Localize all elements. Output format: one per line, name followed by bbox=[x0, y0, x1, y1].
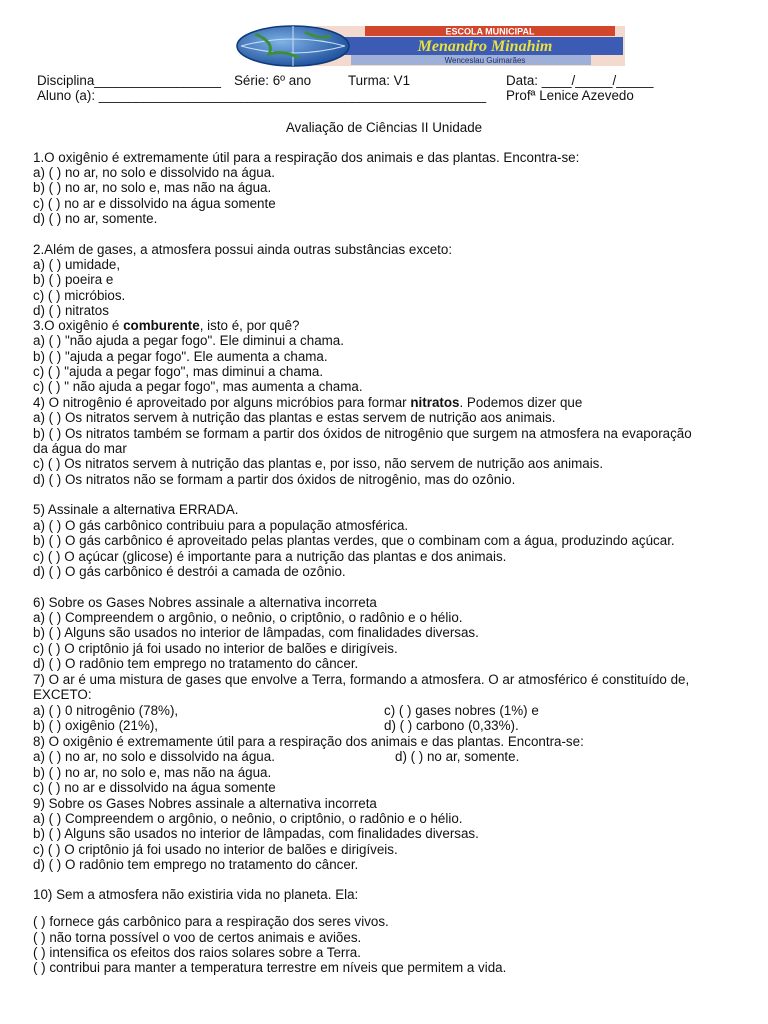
option-text: b) ( ) poeira e bbox=[33, 272, 114, 287]
serie-field: Série: 6º ano bbox=[234, 73, 312, 88]
question-7: 7) O ar é uma mistura de gases que envolve a Terra, formando a atmosfera. O ar atmosférico é constituído de, bbox=[33, 672, 690, 687]
option-text: ( ) fornece gás carbônico para a respiração dos seres vivos. bbox=[33, 914, 389, 929]
option-text: b) ( ) no ar, no solo e, mas não na água. bbox=[33, 180, 272, 195]
option-text: d) ( ) no ar, somente. bbox=[395, 749, 520, 764]
option-text: a) ( ) Compreendem o argônio, o neônio, o criptônio, o radônio e o hélio. bbox=[33, 811, 463, 826]
option-text: d) ( ) no ar, somente. bbox=[33, 211, 158, 226]
option-text: a) ( ) "não ajuda a pegar fogo". Ele diminui a chama. bbox=[33, 333, 344, 348]
option-text: a) ( ) Os nitratos servem à nutrição das plantas e estas servem de nutrição aos animais. bbox=[33, 410, 556, 425]
option-text: d) ( ) carbono (0,33%). bbox=[384, 718, 519, 733]
question-9: 9) Sobre os Gases Nobres assinale a alternativa incorreta bbox=[33, 796, 377, 811]
question-4-text: 4) O nitrogênio é aproveitado por alguns micróbios para formar bbox=[33, 395, 411, 410]
option-text: d) ( ) O radônio tem emprego no tratamento do câncer. bbox=[33, 857, 359, 872]
option-text: ( ) intensifica os efeitos dos raios solares sobre a Terra. bbox=[33, 945, 361, 960]
data-field: Data: ____/_____/_____ bbox=[506, 73, 654, 88]
question-3-keyword: comburente bbox=[123, 318, 200, 333]
question-6: 6) Sobre os Gases Nobres assinale a alternativa incorreta bbox=[33, 595, 377, 610]
option-text: c) ( ) micróbios. bbox=[33, 288, 126, 303]
logo-sub: Wenceslau Guimarães bbox=[444, 56, 526, 65]
option-text: c) ( ) O criptônio já foi usado no interior de balões e dirigíveis. bbox=[33, 641, 398, 656]
option-text: c) ( ) no ar e dissolvido na água somente bbox=[33, 196, 276, 211]
option-text: a) ( ) Compreendem o argônio, o neônio, o criptônio, o radônio e o hélio. bbox=[33, 610, 463, 625]
logo-top-text: ESCOLA MUNICIPAL bbox=[445, 26, 535, 37]
school-logo bbox=[235, 24, 627, 68]
option-text: ( ) não torna possível o voo de certos animais e aviões. bbox=[33, 930, 362, 945]
turma-field: Turma: V1 bbox=[348, 73, 411, 88]
option-text: b) ( ) "ajuda a pegar fogo". Ele aumenta a chama. bbox=[33, 349, 328, 364]
question-1: 1.O oxigênio é extremamente útil para a respiração dos animais e das plantas. Encontra-se: bbox=[33, 150, 580, 165]
exam-title: Avaliação de Ciências II Unidade bbox=[285, 120, 483, 135]
option-text: a) ( ) O gás carbônico contribuiu para a população atmosférica. bbox=[33, 518, 409, 533]
option-text: c) ( ) gases nobres (1%) e bbox=[384, 703, 539, 718]
option-text: b) ( ) oxigênio (21%), bbox=[33, 718, 159, 733]
question-5: 5) Assinale a alternativa ERRADA. bbox=[33, 502, 239, 517]
option-text: d) ( ) O radônio tem emprego no tratamento do câncer. bbox=[33, 656, 359, 671]
question-4-text-end: . Podemos dizer que bbox=[459, 395, 583, 410]
option-text: b) ( ) no ar, no solo e, mas não na água. bbox=[33, 765, 272, 780]
teacher-name: Profª Lenice Azevedo bbox=[506, 88, 634, 103]
option-text: c) ( ) O açúcar (glicose) é importante para a nutrição das plantas e dos animais. bbox=[33, 549, 507, 564]
option-text: c) ( ) no ar e dissolvido na água somente bbox=[33, 780, 276, 795]
option-text: ( ) contribui para manter a temperatura terrestre em níveis que permitem a vida. bbox=[33, 960, 507, 975]
question-3-text-end: , isto é, por quê? bbox=[199, 318, 300, 333]
option-text: a) ( ) 0 nitrogênio (78%), bbox=[33, 703, 179, 718]
option-text: b) ( ) Alguns são usados no interior de lâmpadas, com finalidades diversas. bbox=[33, 625, 479, 640]
option-text: d) ( ) Os nitratos não se formam a partir dos óxidos de nitrogênio, mas do ozônio. bbox=[33, 472, 516, 487]
option-text: c) ( ) O criptônio já foi usado no interior de balões e dirigíveis. bbox=[33, 842, 398, 857]
option-text: a) ( ) umidade, bbox=[33, 257, 121, 272]
option-text: b) ( ) O gás carbônico é aproveitado pelas plantas verdes, que o combinam com a água, produzindo açúcar. bbox=[33, 533, 675, 548]
question-2: 2.Além de gases, a atmosfera possui ainda outras substâncias exceto: bbox=[33, 242, 453, 257]
aluno-field: Aluno (a): ____________________________________________________ bbox=[37, 88, 487, 103]
question-3-text: 3.O oxigênio é bbox=[33, 318, 124, 333]
question-3 bbox=[33, 318, 299, 333]
option-text: b) ( ) Alguns são usados no interior de lâmpadas, com finalidades diversas. bbox=[33, 826, 479, 841]
option-text: d) ( ) nitratos bbox=[33, 303, 109, 318]
question-4 bbox=[33, 395, 582, 410]
option-text: d) ( ) O gás carbônico é destrói a camada de ozônio. bbox=[33, 564, 346, 579]
question-7-continuation: EXCETO: bbox=[33, 687, 92, 702]
option-text: a) ( ) no ar, no solo e dissolvido na água. bbox=[33, 749, 275, 764]
question-10: 10) Sem a atmosfera não existiria vida no planeta. Ela: bbox=[33, 887, 359, 902]
disciplina-field: Disciplina_________________ bbox=[37, 73, 221, 88]
option-text: c) ( ) " não ajuda a pegar fogo", mas aumenta a chama. bbox=[33, 379, 363, 394]
logo-name: Menandro Minahim bbox=[417, 38, 553, 55]
option-text: c) ( ) Os nitratos servem à nutrição das plantas e, por isso, não servem de nutrição aos animais. bbox=[33, 456, 604, 471]
option-text: a) ( ) no ar, no solo e dissolvido na água. bbox=[33, 165, 275, 180]
option-text-continuation: da água do mar bbox=[33, 441, 127, 456]
question-8: 8) O oxigênio é extremamente útil para a respiração dos animais e das plantas. Encontra-se: bbox=[33, 734, 584, 749]
option-text: c) ( ) "ajuda a pegar fogo", mas diminui a chama. bbox=[33, 364, 324, 379]
question-4-keyword: nitratos bbox=[410, 395, 460, 410]
option-text: b) ( ) Os nitratos também se formam a partir dos óxidos de nitrogênio que surgem na atmosfera na evaporação bbox=[33, 426, 692, 441]
